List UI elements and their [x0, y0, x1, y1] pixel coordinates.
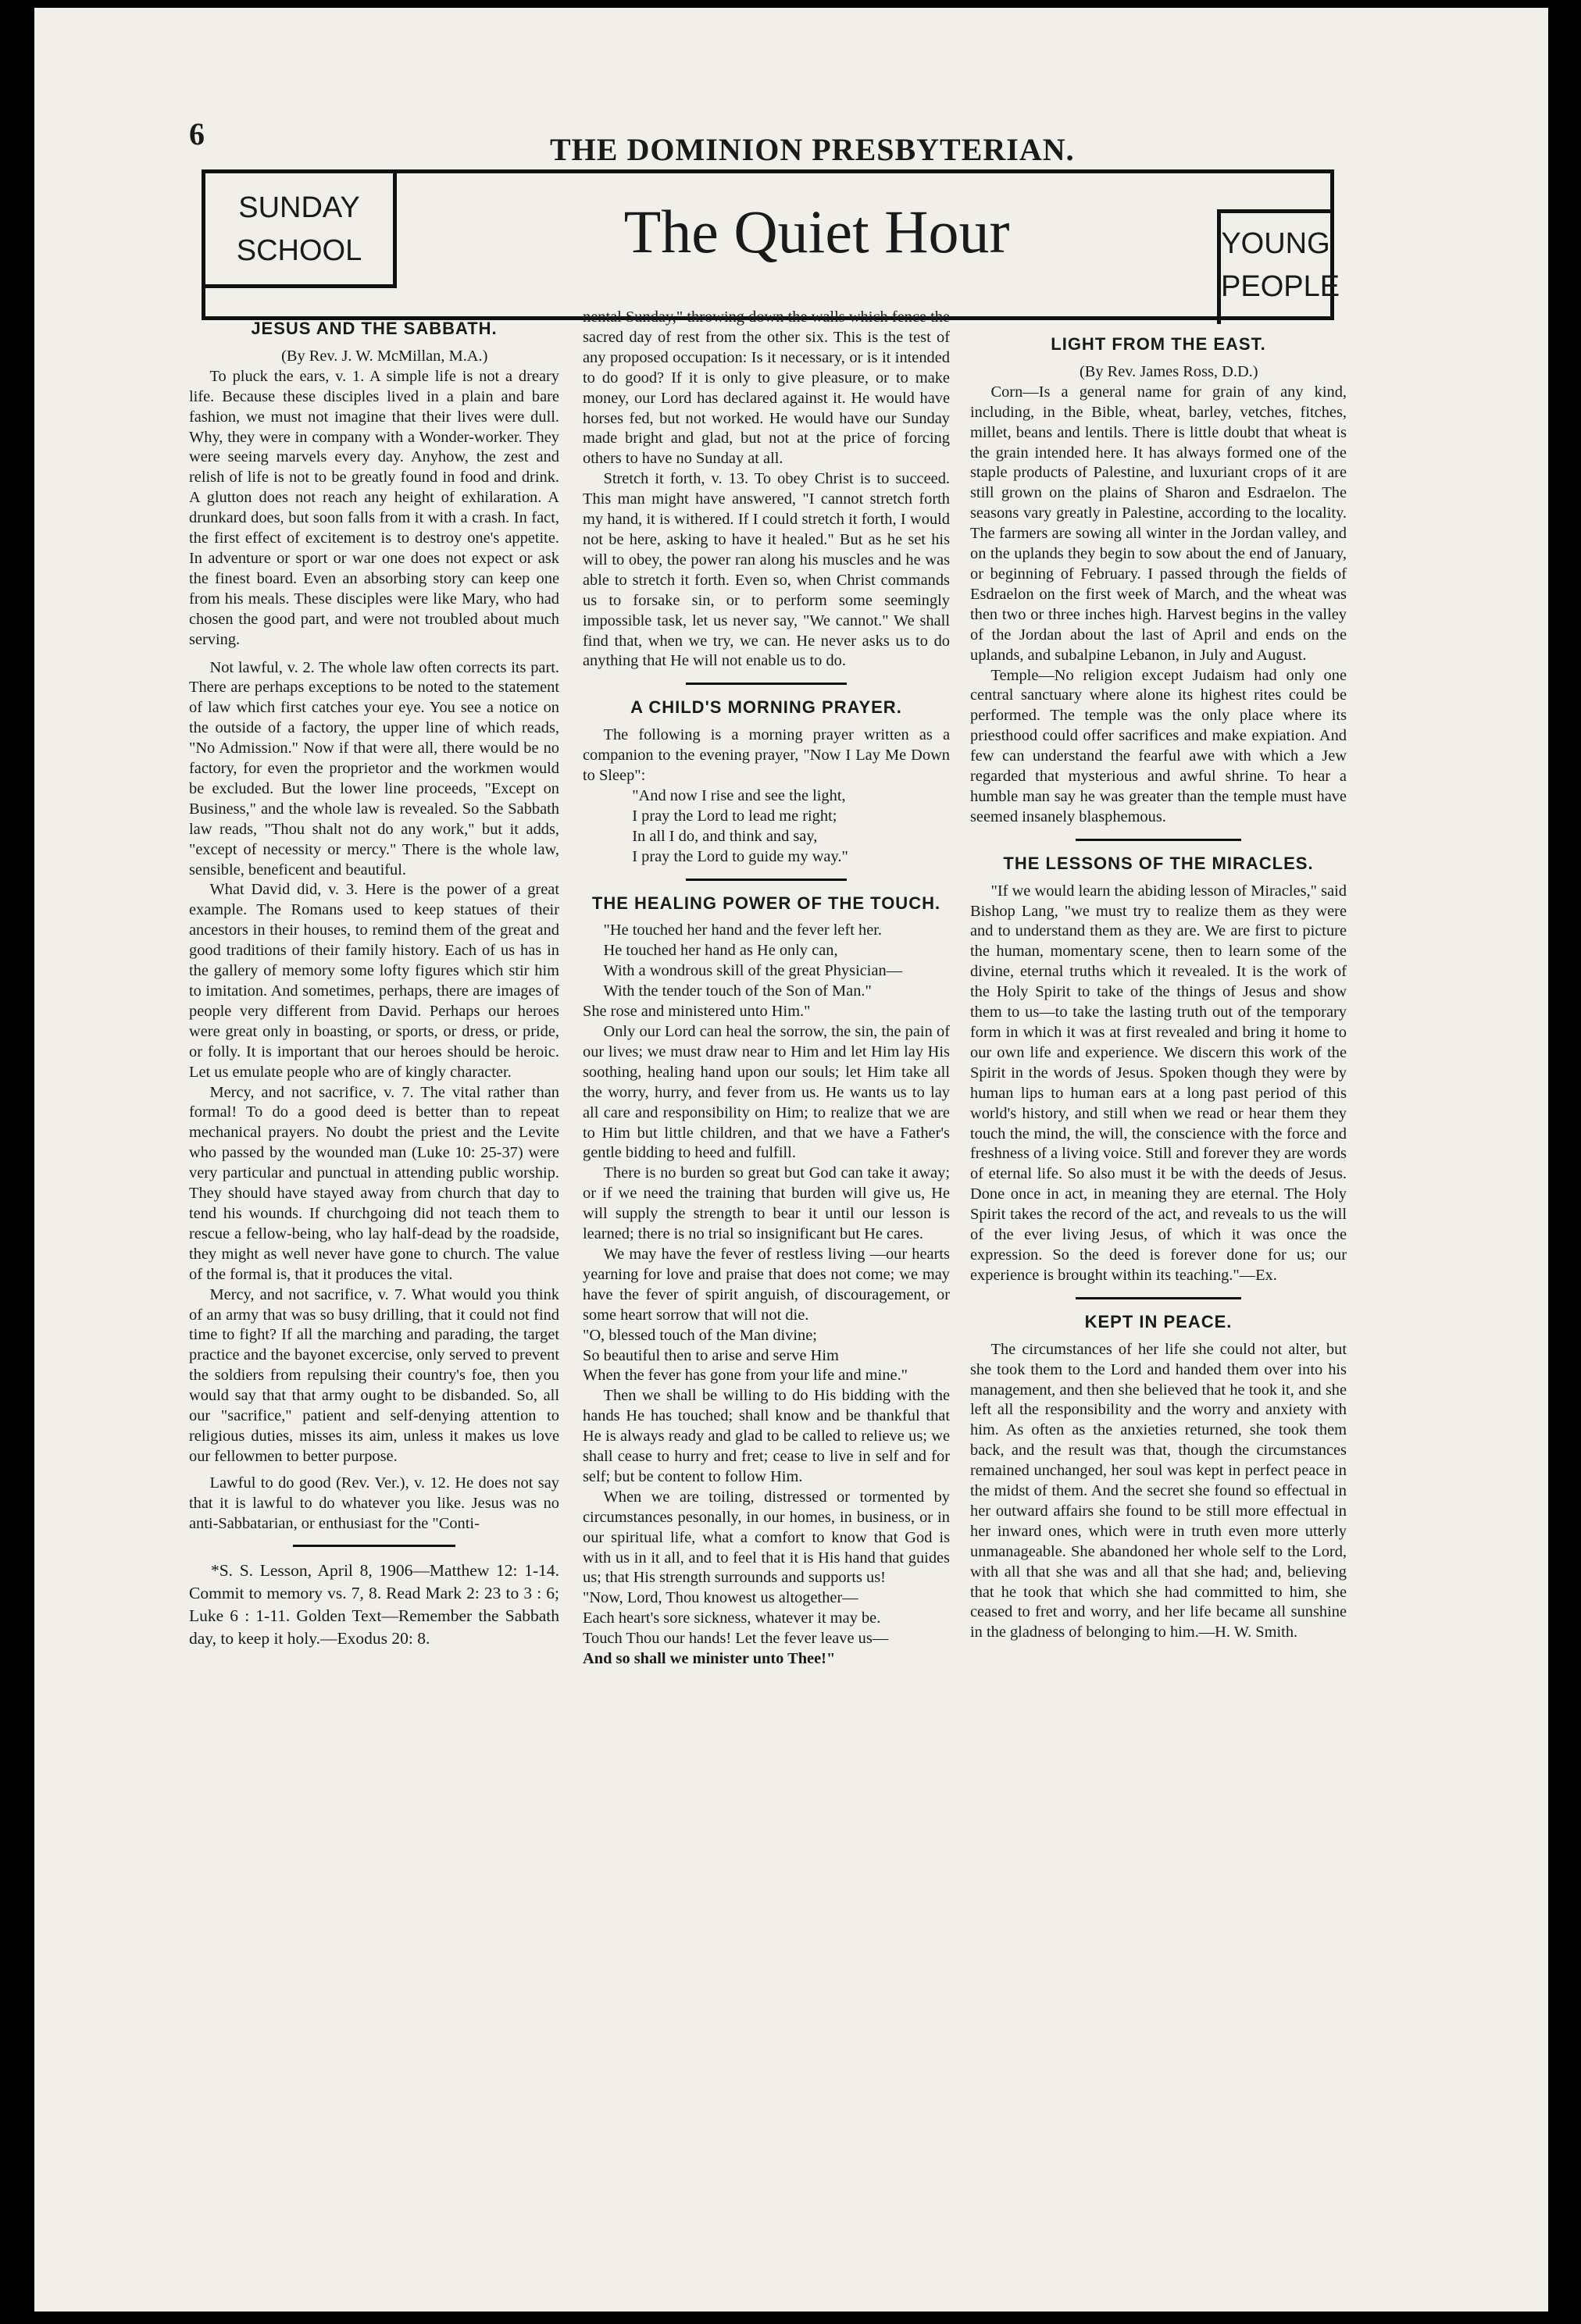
divider-rule: [686, 683, 848, 685]
byline-mcmillan: (By Rev. J. W. McMillan, M.A.): [281, 347, 488, 365]
people-label: PEOPLE: [1221, 270, 1340, 303]
article-heading-kept-in-peace: KEPT IN PEACE.: [1084, 1311, 1233, 1331]
paragraph: nental Sunday," throwing down the walls which fence the sacred day of rest from the other six. This is the test of any proposed occupation: Is it necessary, or is it intended to do good? If it is only to give pleasure, or to make money, our Lord has declared against it. He would have horses fed, but not worked. He would have our Sunday made bright and glad, but not at the price of forcing others to have no Sunday at all.: [583, 308, 950, 468]
poem-line: With a wondrous skill of the great Physician—: [603, 962, 903, 980]
article-heading-light-east: LIGHT FROM THE EAST.: [1051, 334, 1266, 354]
paragraph: The circumstances of her life she could not alter, but she took them to the Lord and handed them over into his management, and then she believed that he took it, and she left all the responsibility and the worry and anxiety with him. As often as the anxieties returned, she took them back, and the result was that, though the circumstances remained unchanged, her soul was kept in perfect peace in the midst of them. And the secret she found so effectual in her outward affairs she found to be still more effectual in her inward ones, which were in truth even more utterly unmanageable. She abandoned her whole self to the Lord, with all that she was and all that she had; and, believing that he took that which she had committed to him, she ceased to fret and worry, and her life became all sunshine in the gladness of belonging to him.—H. W. Smith.: [970, 1340, 1347, 1641]
poem-line: "O, blessed touch of the Man divine;: [583, 1326, 817, 1344]
lesson-footnote: *S. S. Lesson, April 8, 1906—Matthew 12: 1-14. Commit to memory vs. 7, 8. Read Mark 2: 23 to 3 : 6; Luke 6 : 1-11. Golden Text—Remember the Sabbath day, to keep it holy.—Exodus 20: 8.: [189, 1561, 559, 1649]
paragraph: Mercy, and not sacrifice, v. 7. What would you think of an army that was so busy drilling, that it could not find time to fight? If all the marching and parading, the target practice and the bayonet excercise, only served to prevent the soldiers from repulsing their country's foe, then you would say that that army ought to be disbanded. So, all our "sacrifice," patient and self-denying attention to religious duties, misses its aim, unless it makes us love our fellowmen to better purpose.: [189, 1285, 559, 1465]
prayer-line: I pray the Lord to guide my way.": [632, 847, 848, 865]
paragraph: When we are toiling, distressed or tormented by circumstances pesonally, in our homes, in business, or in our spiritual life, what a comfort to know that God is with us in it all, and to feel that it is His hand that guides us; that His strength surrounds and supports us!: [583, 1488, 950, 1587]
sunday-school-box: [205, 173, 397, 288]
article-heading-sabbath: JESUS AND THE SABBATH.: [251, 319, 498, 338]
article-heading-healing-touch: THE HEALING POWER OF THE TOUCH.: [591, 893, 941, 913]
paragraph: Lawful to do good (Rev. Ver.), v. 12. He does not say that it is lawful to do whatever you like. Jesus was no anti-Sabbatarian, or enthusiast for the "Conti-: [189, 1474, 559, 1532]
paragraph: Corn—Is a general name for grain of any kind, including, in the Bible, wheat, barley, vetches, fitches, millet, beans and lentils. There is little doubt that wheat is the grain intended here. It has always formed one of the staple products of Palestine, and luxuriant crops of it are still grown on the plains of Sharon and Esdraelon. The seasons vary greatly in Palestine, according to the locality. The farmers are sowing all winter in the Jordan valley, and on the uplands they begin to sow about the end of January, or beginning of February. I passed through the fields of Esdraelon on the first week of March, and the wheat was then two or three inches high. Harvest begins in the valley of the Jordan about the last of April and ends on the uplands, and subalpine Lebanon, in July and August.: [970, 383, 1347, 664]
prayer-line: I pray the Lord to lead me right;: [632, 807, 837, 825]
poem-line: He touched her hand as He only can,: [603, 942, 838, 960]
divider-rule: [1076, 839, 1241, 841]
section-title: The Quiet Hour: [623, 198, 1010, 266]
school-label: SCHOOL: [236, 234, 362, 267]
column-3: [970, 330, 1347, 1643]
paragraph: Temple—No religion except Judaism had only one central sanctuary where alone its highest rites could be performed. The temple was the only place where its priesthood could offer sacrifices and make expiation. And few can understand the fearful awe with which a Jew regarded that mysterious and awful shrine. To hear a humble man say he was greater than the temple must have seemed insanely blasphemous.: [970, 666, 1347, 825]
divider-rule: [1076, 1297, 1241, 1299]
paragraph: To pluck the ears, v. 1. A simple life is not a dreary life. Because these disciples lived in a plain and bare fashion, we must not imagine that their lives were dull. Why, they were in company with a Wonder-worker. They were seeing marvels every day. Anyhow, the zest and relish of life is not to be greatly found in food and drink. A glutton does not reach any height of exhilaration. A drunkard does, but soon falls from it with a crash. In fact, the first effect of excitement is to destroy one's appetite. In adventure or sport or war one does not expect or ask the finest board. Even an absorbing story can keep one from his meals. These disciples were like Mary, who had chosen the good part, and were not troubled about much serving.: [189, 367, 559, 648]
poem-line: Each heart's sore sickness, whatever it may be.: [583, 1609, 881, 1627]
byline-ross: (By Rev. James Ross, D.D.): [1079, 362, 1258, 380]
paragraph: "If we would learn the abiding lesson of Miracles," said Bishop Lang, "we must try to realize them as they were and to understand them as they are. We are first to picture the human, momentary scene, then to learn some of the divine, eternal truths which it revealed. It is the work of the Holy Spirit to take of the things of Jesus and show them to us—to take the lasting truth out of the temporary form in which it was at first revealed and bring it home to our own life and experience. We discern this work of the Spirit in the words of Jesus. Spoken though they were by human lips to human ears at a long past period of this world's history, and still when we read or hear them they touch the mind, the will, the conscience with the force and freshness of a living voice. Still and forever they are words of eternal life. So also must it be with the deeds of Jesus. Done once in act, in meaning they are eternal. The Holy Spirit takes the record of the act, and reveals to us the will of the ever living Jesus, of which it was once the expression. So the deed is forever done for us; our experience is brought within its teaching."—Ex.: [970, 882, 1347, 1284]
paragraph: Not lawful, v. 2. The whole law often corrects its part. There are perhaps exceptions to be noted to the statement of law which first catches your eye. You see a notice on the outside of a factory, the upper line of which reads, "No Admission." Now if that were all, there would be no factory, for even the proprietor and the workmen would be excluded. But the lower line proceeds, "Except on Business," and the whole law is revealed. So the Sabbath law reads, "Thou shalt not do any work," but it adds, "except of necessity or mercy." There is the whole law, sensible, beneficent and beautiful.: [189, 658, 559, 879]
paragraph: What David did, v. 3. Here is the power of a great example. The Romans used to keep statues of their ancestors in their houses, to remind them of the great and good traditions of their family history. Each of us has in the gallery of memory some lofty figures which stir him to imitation. And sometimes, perhaps, there are images of people very different from David. Perhaps our heroes were great only in boasting, or sports, or dress, or pride, or folly. It is important that our heroes should be heroic. Let us emulate people who are of kingly character.: [189, 881, 559, 1081]
paragraph: Mercy, and not sacrifice, v. 7. The vital rather than formal! To do a good deed is better than to repeat mechanical prayers. No doubt the priest and the Levite who passed by the wounded man (Luke 10: 25-37) were very particular and punctual in attending public worship. They should have stayed away from church that day to tend his wounds. If churchgoing did not teach them to rescue a fellow-being, who lay half-dead by the roadside, they might as well never have gone to church. The value of the formal is, that it produces the vital.: [189, 1083, 559, 1283]
poem-line: Touch Thou our hands! Let the fever leave us—: [583, 1630, 889, 1648]
poem-line: "Now, Lord, Thou knowest us altogether—: [583, 1589, 858, 1607]
young-people-box: [1217, 209, 1340, 324]
column-2: [583, 308, 950, 1670]
poem-line: And so shall we minister unto Thee!": [583, 1650, 836, 1668]
poem-line: With the tender touch of the Son of Man.": [603, 982, 872, 1000]
prayer-line: "And now I rise and see the light,: [632, 786, 846, 804]
prayer-line: In all I do, and think and say,: [632, 827, 818, 845]
paragraph: There is no burden so great but God can take it away; or if we need the training that burden will give us, He will supply the strength to bear it until our lesson is learned; there is no trial so insignificant but He cares.: [583, 1164, 950, 1243]
paragraph: Then we shall be willing to do His bidding with the hands He has touched; shall know and be thankful that He is always ready and glad to be called to relieve us; we shall cease to hurry and fret; cease to live in self and for self; but be content to follow Him.: [583, 1387, 950, 1485]
paragraph: Only our Lord can heal the sorrow, the sin, the pain of our lives; we must draw near to Him and let Him lay His soothing, healing hand upon our souls; let Him take all the worry, hurry, and fever from us. He wants us to lay all care and responsibility on Him; to realize that we are to Him but little children, and that we have a Father's gentle bidding to heed and fulfill.: [583, 1023, 950, 1162]
paragraph: Stretch it forth, v. 13. To obey Christ is to succeed. This man might have answered, "I cannot stretch forth my hand, it is withered. If I could stretch it forth, I would not be here, asking to have it healed." But as he set his will to obey, the power ran along his muscles and he was able to stretch it forth. Even so, when Christ commands us to forsake sin, or to perform some seemingly impossible task, let us never say, "We cannot." We shall find that, when we try, we can. He never asks us to do anything that He will not enable us to do.: [583, 470, 950, 670]
page-number: 6: [189, 116, 205, 151]
sunday-label: SUNDAY: [238, 191, 360, 224]
journal-title: THE DOMINION PRESBYTERIAN.: [550, 132, 1075, 167]
article-heading-miracles: THE LESSONS OF THE MIRACLES.: [1003, 853, 1314, 873]
newspaper-page: [34, 8, 1548, 2312]
paragraph: The following is a morning prayer written as a companion to the evening prayer, "Now I Lay Me Down to Sleep":: [583, 726, 950, 785]
section-banner: [202, 169, 1340, 320]
poem-line: She rose and ministered unto Him.": [583, 1003, 811, 1021]
article-heading-morning-prayer: A CHILD'S MORNING PRAYER.: [630, 697, 902, 718]
column-1: [189, 314, 559, 1650]
divider-rule: [293, 1545, 456, 1547]
young-label: YOUNG: [1221, 227, 1330, 260]
poem-line: When the fever has gone from your life and mine.": [583, 1367, 908, 1385]
poem-line: So beautiful then to arise and serve Him: [583, 1346, 839, 1364]
divider-rule: [686, 879, 848, 881]
poem-line: "He touched her hand and the fever left her.: [603, 921, 883, 939]
paragraph: We may have the fever of restless living —our hearts yearning for love and praise that does not come; we may have the fever of spirit anguish, of discouragement, or some heart sorrow that will not die.: [583, 1245, 950, 1324]
